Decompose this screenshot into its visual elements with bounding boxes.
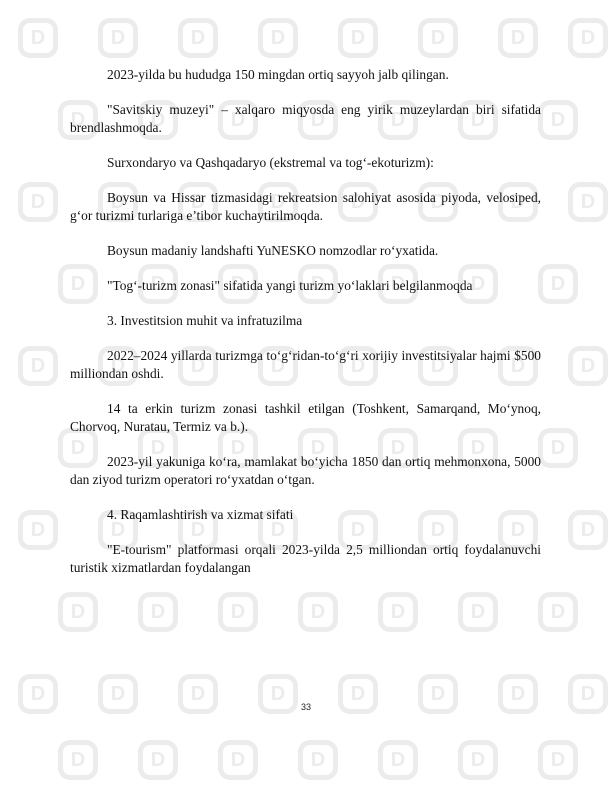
watermark-logo-icon [568, 18, 608, 58]
document-body [70, 66, 541, 594]
watermark-logo-icon [538, 740, 578, 780]
watermark-logo-icon [378, 740, 418, 780]
paragraph: 2023-yilda bu hududga 150 mingdan ortiq sayyoh jalb qilingan. [107, 67, 449, 82]
paragraph: "Savitskiy muzeyi" – xalqaro miqyosda eng yirik muzeylardan biri sifatida brendlashmoqda. [70, 102, 541, 135]
paragraph: Boysun va Hissar tizmasidagi rekreatsion salohiyat asosida piyoda, velosiped, g‘or turizmi turlariga e’tibor kuchaytirilmoqda. [70, 190, 541, 223]
watermark-logo-icon [498, 18, 538, 58]
paragraph: 14 ta erkin turizm zonasi tashkil etilgan (Toshkent, Samarqand, Mo‘ynoq, Chorvoq, Nuratau, Termiz va b.). [70, 401, 541, 434]
watermark-logo-icon [538, 100, 578, 140]
watermark-logo-icon [18, 510, 58, 550]
watermark-logo-icon [378, 592, 418, 632]
paragraph: "Tog‘-turizm zonasi" sifatida yangi turizm yo‘laklari belgilanmoqda [107, 278, 473, 293]
watermark-logo-icon [458, 592, 498, 632]
paragraph: Boysun madaniy landshafti YuNESKO nomzodlar ro‘yxatida. [107, 243, 439, 258]
section-heading: 4. Raqamlashtirish va xizmat sifati [107, 507, 294, 522]
watermark-logo-icon [18, 18, 58, 58]
watermark-logo-icon [298, 592, 338, 632]
watermark-logo-icon [58, 740, 98, 780]
watermark-logo-icon [218, 592, 258, 632]
watermark-logo-icon [138, 592, 178, 632]
watermark-logo-icon [138, 740, 178, 780]
watermark-logo-icon [18, 346, 58, 386]
page-number: 33 [300, 702, 311, 712]
watermark-logo-icon [298, 740, 338, 780]
watermark-logo-icon [178, 18, 218, 58]
watermark-logo-icon [538, 428, 578, 468]
watermark-logo-icon [58, 592, 98, 632]
watermark-logo-icon [538, 264, 578, 304]
paragraph: Surxondaryo va Qashqadaryo (ekstremal va tog‘-ekoturizm): [107, 155, 434, 170]
watermark-logo-icon [418, 18, 458, 58]
paragraph: 2023-yil yakuniga ko‘ra, mamlakat bo‘yicha 1850 dan ortiq mehmonxona, 5000 dan ziyod turizm operatori ro‘yxatdan o‘tgan. [70, 454, 541, 487]
watermark-logo-icon [18, 182, 58, 222]
paragraph: "E-tourism" platformasi orqali 2023-yilda 2,5 milliondan ortiq foydalanuvchi turistik xizmatlardan foydalangan [70, 542, 541, 575]
watermark-logo-icon [568, 182, 608, 222]
watermark-logo-icon [258, 18, 298, 58]
watermark-logo-icon [218, 740, 258, 780]
watermark-logo-icon [568, 510, 608, 550]
paragraph: 2022–2024 yillarda turizmga to‘g‘ridan-to‘g‘ri xorijiy investitsiyalar hajmi $500 milliondan oshdi. [70, 348, 541, 381]
watermark-logo-icon [458, 740, 498, 780]
watermark-logo-icon [568, 346, 608, 386]
section-heading: 3. Investitsion muhit va infratuzilma [107, 313, 303, 328]
watermark-logo-icon [538, 592, 578, 632]
watermark-logo-icon [98, 18, 138, 58]
watermark-logo-icon [338, 18, 378, 58]
